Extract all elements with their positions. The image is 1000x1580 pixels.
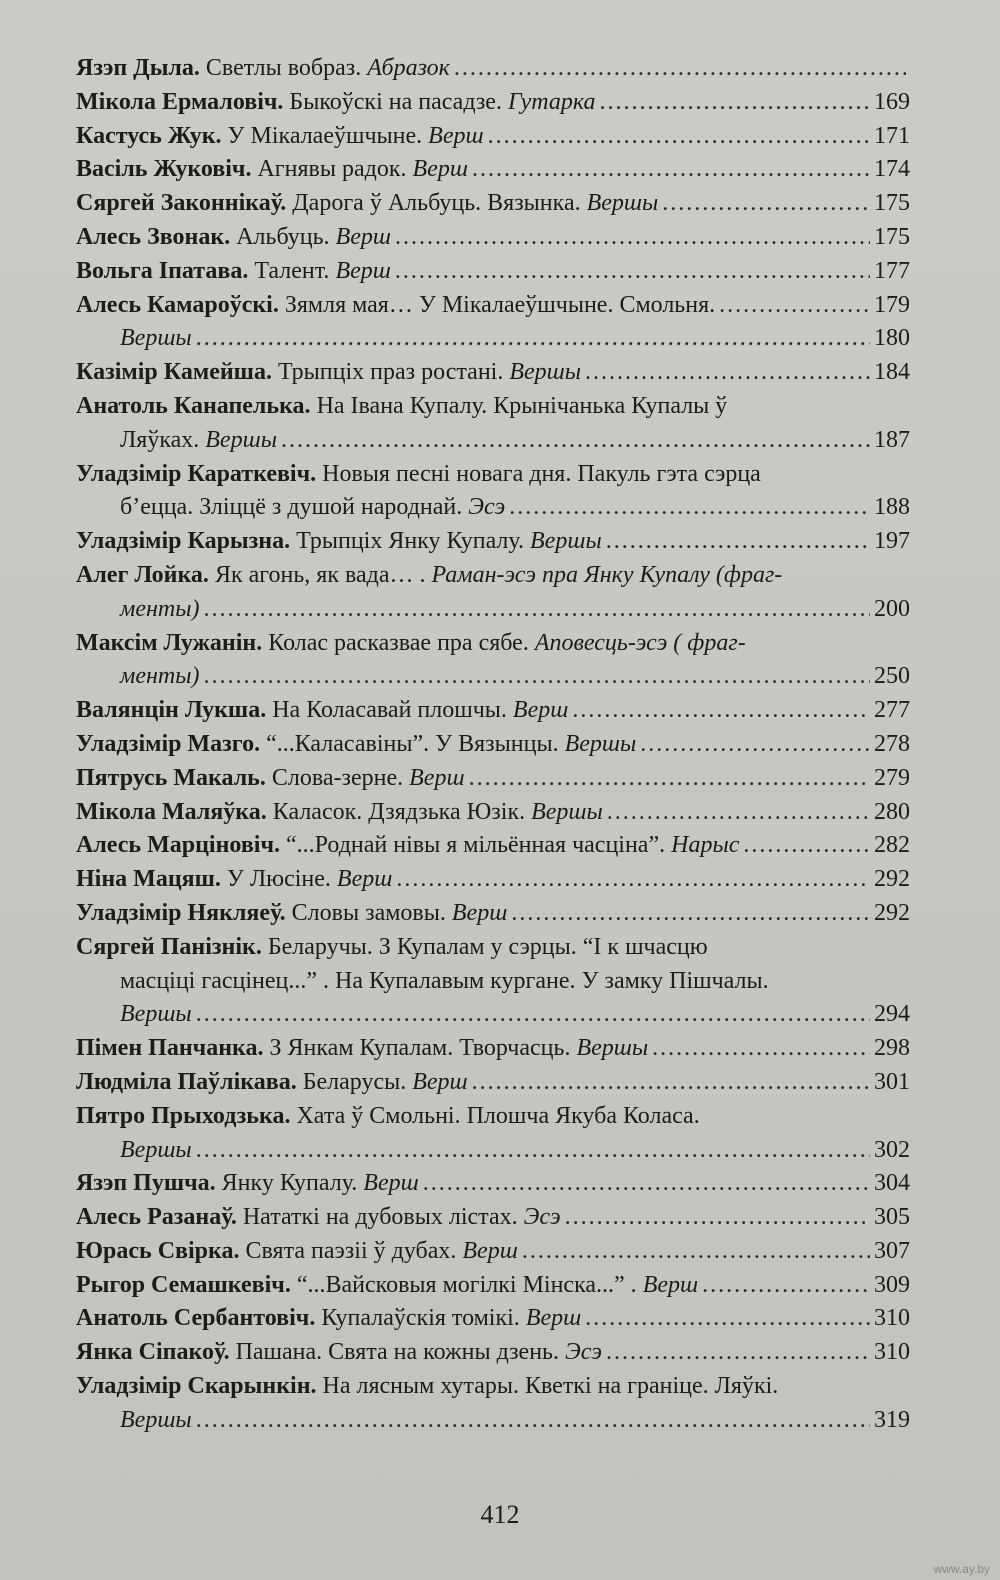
toc-entry-text <box>76 52 450 86</box>
toc-entry <box>76 120 910 154</box>
entry-page-number: 174 <box>874 156 910 183</box>
toc-entry-text <box>76 1336 602 1370</box>
entry-page-number: 298 <box>874 1035 910 1062</box>
entry-genre: Вершы <box>120 1406 192 1433</box>
toc-entry-text <box>76 356 581 390</box>
entry-title: “...Вайсковыя могілкі Мінска...” . <box>296 1271 637 1298</box>
toc-entry <box>76 863 910 897</box>
leader-dots <box>396 863 870 897</box>
toc-entry <box>76 52 910 86</box>
toc-entry-text <box>76 1201 561 1235</box>
entry-page-number: 309 <box>874 1271 910 1298</box>
toc-entry <box>76 1167 910 1201</box>
leader-dots <box>652 1032 870 1066</box>
toc-entry-text <box>76 1100 700 1134</box>
toc-entry-text <box>76 829 739 863</box>
toc-entry <box>76 998 910 1032</box>
entry-page-number: 278 <box>874 730 910 757</box>
toc-entry-text <box>76 559 782 593</box>
toc-entry-text <box>76 796 603 830</box>
entry-title: З Янкам Купалам. Творчасць. <box>269 1035 571 1062</box>
entry-page-number: 304 <box>874 1170 910 1197</box>
leader-dots <box>606 1336 870 1370</box>
entry-genre: Эсэ <box>523 1204 561 1231</box>
toc-entry-text <box>76 153 468 187</box>
entry-author: Рыгор Семашкевіч. <box>76 1271 291 1298</box>
entry-genre: Эсэ <box>468 494 506 521</box>
entry-title: Зямля мая… У Мікалаеўшчыне. Смольня. <box>284 291 716 318</box>
entry-genre: Верш <box>412 1068 468 1095</box>
toc-entry-text <box>120 660 199 694</box>
toc-entry <box>76 1032 910 1066</box>
watermark: www.ay.by <box>933 1562 990 1576</box>
leader-dots <box>196 1134 870 1168</box>
entry-genre: Верш <box>335 223 391 250</box>
leader-dots <box>606 525 870 559</box>
leader-dots <box>472 153 870 187</box>
toc-entry-text <box>76 390 727 424</box>
toc-entry <box>76 1336 910 1370</box>
toc-entry <box>76 1066 910 1100</box>
leader-dots <box>743 829 870 863</box>
entry-author: Валянцін Лукша. <box>76 697 267 724</box>
toc-entry <box>76 728 910 762</box>
entry-genre: Верш <box>451 899 508 926</box>
leader-dots <box>395 221 870 255</box>
toc-entry-text <box>76 1032 648 1066</box>
entry-page-number: 175 <box>874 190 910 217</box>
entry-author: Васіль Жуковіч. <box>76 156 252 183</box>
toc-entry-text <box>76 86 596 120</box>
toc-entry <box>76 1134 910 1168</box>
toc-entry <box>76 289 910 323</box>
entry-title: Колас расказвае пра сябе. <box>268 629 529 656</box>
toc-entry-text <box>76 1370 778 1404</box>
leader-dots <box>719 289 870 323</box>
toc-entry-text <box>76 627 746 661</box>
leader-dots <box>488 120 870 154</box>
entry-page-number: 177 <box>874 257 910 284</box>
toc-entry-text <box>76 1167 419 1201</box>
entry-author: Уладзімір Скарынкін. <box>76 1373 317 1400</box>
leader-dots <box>522 1235 870 1269</box>
entry-author: Алесь Камароўскі. <box>76 291 279 318</box>
entry-author: Максім Лужанін. <box>76 629 263 656</box>
entry-page-number: 292 <box>874 866 910 893</box>
entry-page-number: 187 <box>874 426 910 453</box>
entry-page-number: 310 <box>874 1339 910 1366</box>
toc-entry-text <box>120 1404 192 1438</box>
entry-title: Трыпціх Янку Купалу. <box>296 528 525 555</box>
entry-genre: Верш <box>412 156 468 183</box>
entry-genre: Вершы <box>530 528 602 555</box>
toc-entry <box>76 424 910 458</box>
toc-entry-text <box>76 1269 698 1303</box>
entry-genre: Вершы <box>205 426 277 453</box>
entry-author: Язэп Дыла. <box>76 55 200 81</box>
entry-genre: Вершы <box>120 1136 192 1163</box>
entry-title: Словы замовы. <box>291 899 446 926</box>
entry-title: Беларусы. <box>302 1068 407 1095</box>
entry-author: Алесь Звонак. <box>76 223 231 250</box>
entry-page-number: 200 <box>874 595 910 622</box>
leader-dots <box>395 255 870 289</box>
toc-entry <box>76 525 910 559</box>
entry-title: Дарога ў Альбуць. Вязынка. <box>292 190 581 217</box>
toc-entry-text <box>76 120 484 154</box>
entry-genre: Вершы <box>120 325 192 352</box>
toc-entry-text <box>76 458 761 492</box>
entry-author: Сяргей Панізнік. <box>76 933 262 960</box>
leader-dots <box>281 424 870 458</box>
entry-title: У Люсіне. <box>226 866 331 893</box>
entry-page-number: 301 <box>874 1068 910 1095</box>
entry-page-number: 280 <box>874 798 910 825</box>
entry-page-number: 310 <box>874 1305 910 1332</box>
entry-author: Казімір Камейша. <box>76 359 272 386</box>
entry-genre: Верш <box>335 257 391 284</box>
toc-entry <box>76 1404 910 1438</box>
entry-title: Альбуць. <box>236 223 330 250</box>
toc-entry-text <box>120 965 769 999</box>
entry-author: Ніна Мацяш. <box>76 866 221 893</box>
entry-author: Анатоль Сербантовіч. <box>76 1305 316 1332</box>
entry-author: Пятро Прыходзька. <box>76 1102 291 1129</box>
toc-entry-text <box>76 897 507 931</box>
entry-title: Свята паэзіі ў дубах. <box>245 1237 457 1264</box>
entry-author: Мікола Маляўка. <box>76 798 267 825</box>
leader-dots <box>196 322 870 356</box>
entry-title: Новыя песні новага дня. Пакуль гэта сэрца <box>322 460 761 487</box>
toc-entry-text <box>120 593 199 627</box>
entry-genre: менты) <box>120 595 200 622</box>
toc-entry-text <box>120 491 505 525</box>
entry-title: На лясным хутары. Кветкі на граніце. Ляўкі. <box>322 1373 779 1400</box>
toc-entry-text <box>120 1134 192 1168</box>
page-number: 412 <box>480 1500 520 1529</box>
toc-entry-text <box>76 931 708 965</box>
entry-title: Трыпціх праз ростані. <box>277 359 504 386</box>
toc-entry-text <box>76 255 391 289</box>
entry-page-number: 179 <box>874 291 910 318</box>
entry-genre: Нарыс <box>671 832 740 859</box>
entry-page-number: 169 <box>874 88 910 115</box>
entry-page-number: 302 <box>874 1136 910 1163</box>
toc-entry-text <box>76 728 636 762</box>
entry-author: Уладзімір Някляеў. <box>76 899 286 926</box>
toc-entry <box>76 627 910 661</box>
entry-author: Юрась Свірка. <box>76 1237 240 1264</box>
toc-entry <box>76 221 910 255</box>
entry-genre: Верш <box>462 1237 518 1264</box>
entry-author: Уладзімір Мазго. <box>76 730 261 757</box>
entry-title: Пашана. Свята на кожны дзень. <box>235 1339 559 1366</box>
entry-title: Хата ў Смольні. Плошча Якуба Коласа. <box>296 1102 700 1129</box>
entry-page-number: 171 <box>874 122 910 149</box>
entry-page-number: 279 <box>874 764 910 791</box>
leader-dots <box>640 728 870 762</box>
toc-entry <box>76 86 910 120</box>
entry-author: Янка Сіпакоў. <box>76 1339 230 1366</box>
entry-genre: Аповесць-эсэ ( фраг- <box>534 629 746 656</box>
toc-entry <box>76 762 910 796</box>
toc-entry <box>76 1370 910 1404</box>
toc-entry <box>76 593 910 627</box>
leader-dots <box>196 998 870 1032</box>
entry-genre: Верш <box>336 866 393 893</box>
leader-dots <box>702 1269 870 1303</box>
leader-dots <box>662 187 870 221</box>
entry-page-number: 294 <box>874 1001 910 1028</box>
entry-title: Купалаўскія томікі. <box>321 1305 520 1332</box>
entry-title: Быкоўскі на пасадзе. <box>289 88 502 115</box>
toc-entry <box>76 796 910 830</box>
entry-page-number: 175 <box>874 223 910 250</box>
entry-title: Як агонь, як вада… . <box>214 561 426 588</box>
leader-dots <box>511 897 870 931</box>
toc-entry-text <box>76 187 658 221</box>
entry-page-number: 250 <box>874 663 910 690</box>
entry-title: Беларучы. З Купалам у сэрцы. “І к шчасцю <box>267 933 708 960</box>
entry-author: Алесь Марціновіч. <box>76 832 280 859</box>
entry-page-number: 180 <box>874 325 910 352</box>
entry-author: Людміла Паўлікава. <box>76 1068 297 1095</box>
toc-entry <box>76 1302 910 1336</box>
entry-author: Уладзімір Караткевіч. <box>76 460 317 487</box>
toc-entry-text <box>76 289 715 323</box>
entry-genre: Верш <box>525 1305 582 1332</box>
toc-entry-text <box>76 863 392 897</box>
entry-page-number: 282 <box>874 832 910 859</box>
entry-genre: Абразок <box>367 55 450 81</box>
toc-entry-text <box>120 424 277 458</box>
entry-genre: менты) <box>120 663 200 690</box>
toc-entry-text <box>76 1302 581 1336</box>
toc-entry <box>76 390 910 424</box>
toc-entry <box>76 322 910 356</box>
leader-dots <box>472 1066 870 1100</box>
leader-dots <box>565 1201 870 1235</box>
entry-title: масціці гасцінец...” . На Купалавым кургане. У замку Пішчалы. <box>120 967 769 994</box>
entry-genre: Вершы <box>120 1001 192 1028</box>
entry-genre: Гутарка <box>507 88 596 115</box>
entry-title: “...Каласавіны”. У Вязынцы. <box>266 730 559 757</box>
table-of-contents <box>76 52 910 1438</box>
toc-entry <box>76 491 910 525</box>
entry-author: Пімен Панчанка. <box>76 1035 264 1062</box>
toc-entry <box>76 694 910 728</box>
entry-author: Мікола Ермаловіч. <box>76 88 284 115</box>
toc-entry-text <box>76 762 465 796</box>
toc-entry <box>76 187 910 221</box>
toc-entry <box>76 829 910 863</box>
toc-entry <box>76 1201 910 1235</box>
entry-title: Каласок. Дзядзька Юзік. <box>272 798 526 825</box>
entry-genre: Вершы <box>576 1035 649 1062</box>
toc-entry <box>76 356 910 390</box>
entry-page-number: 277 <box>874 697 910 724</box>
entry-author: Уладзімір Карызна. <box>76 528 291 555</box>
toc-entry-text <box>76 1235 518 1269</box>
entry-page-number: 188 <box>874 494 910 521</box>
entry-genre: Вершы <box>531 798 603 825</box>
entry-genre: Верш <box>642 1271 699 1298</box>
toc-entry <box>76 559 910 593</box>
entry-genre: Верш <box>363 1170 419 1197</box>
entry-page-number: 184 <box>874 359 910 386</box>
entry-author: Кастусь Жук. <box>76 122 222 149</box>
entry-title: Светлы вобраз. <box>205 55 362 81</box>
entry-title: Агнявы радок. <box>257 156 407 183</box>
entry-author: Анатоль Канапелька. <box>76 392 311 419</box>
toc-entry <box>76 931 910 965</box>
entry-author: Сяргей Законнікаў. <box>76 190 287 217</box>
entry-genre: Верш <box>428 122 484 149</box>
toc-entry <box>76 965 910 999</box>
entry-author: Язэп Пушча. <box>76 1170 216 1197</box>
entry-genre: Раман-эсэ пра Янку Купалу (фраг- <box>431 561 783 588</box>
entry-title: Нататкі на дубовых лістах. <box>242 1204 518 1231</box>
entry-genre: Верш <box>512 697 569 724</box>
toc-entry-text <box>76 1066 468 1100</box>
entry-page-number: 305 <box>874 1204 910 1231</box>
entry-title: На Коласавай плошчы. <box>272 697 507 724</box>
toc-entry-text <box>120 998 192 1032</box>
entry-genre: Верш <box>409 764 465 791</box>
toc-entry-text <box>76 694 568 728</box>
leader-dots <box>585 1302 870 1336</box>
entry-genre: Вершы <box>509 359 582 386</box>
entry-title: На Івана Купалу. Крынічанька Купалы ў <box>316 392 728 419</box>
toc-entry <box>76 897 910 931</box>
toc-entry <box>76 153 910 187</box>
leader-dots <box>203 593 870 627</box>
entry-title: Янку Купалу. <box>221 1170 358 1197</box>
entry-genre: Вершы <box>564 730 637 757</box>
toc-entry-text <box>76 525 602 559</box>
toc-entry <box>76 1235 910 1269</box>
entry-genre: Вершы <box>586 190 659 217</box>
entry-title: Талент. <box>254 257 330 284</box>
leader-dots <box>607 796 870 830</box>
entry-page-number: 319 <box>874 1406 910 1433</box>
entry-author: Пятрусь Макаль. <box>76 764 266 791</box>
leader-dots <box>196 1404 870 1438</box>
entry-title: “...Роднай нівы я мільённая часціна”. <box>285 832 666 859</box>
toc-entry <box>76 660 910 694</box>
entry-author: Вольга Іпатава. <box>76 257 249 284</box>
leader-dots <box>572 694 870 728</box>
leader-dots <box>585 356 870 390</box>
leader-dots <box>509 491 870 525</box>
entry-author: Алег Лойка. <box>76 561 209 588</box>
entry-author: Алесь Разанаў. <box>76 1204 237 1231</box>
leader-dots <box>600 86 871 120</box>
leader-dots <box>423 1167 870 1201</box>
toc-entry <box>76 458 910 492</box>
toc-entry <box>76 1100 910 1134</box>
entry-page-number: 197 <box>874 528 910 555</box>
toc-entry <box>76 1269 910 1303</box>
leader-dots <box>203 660 870 694</box>
entry-title: У Мікалаеўшчыне. <box>227 122 423 149</box>
entry-genre: Эсэ <box>565 1339 602 1366</box>
entry-title: б’ецца. Зліццё з душой народнай. <box>120 494 463 521</box>
entry-page-number: 307 <box>874 1237 910 1264</box>
entry-page-number: 292 <box>874 899 910 926</box>
toc-entry-text <box>120 322 192 356</box>
entry-title: Слова-зерне. <box>271 764 404 791</box>
leader-dots <box>469 762 870 796</box>
leader-dots <box>454 52 906 86</box>
toc-entry <box>76 255 910 289</box>
toc-entry-text <box>76 221 391 255</box>
entry-title: Ляўках. <box>120 426 200 453</box>
